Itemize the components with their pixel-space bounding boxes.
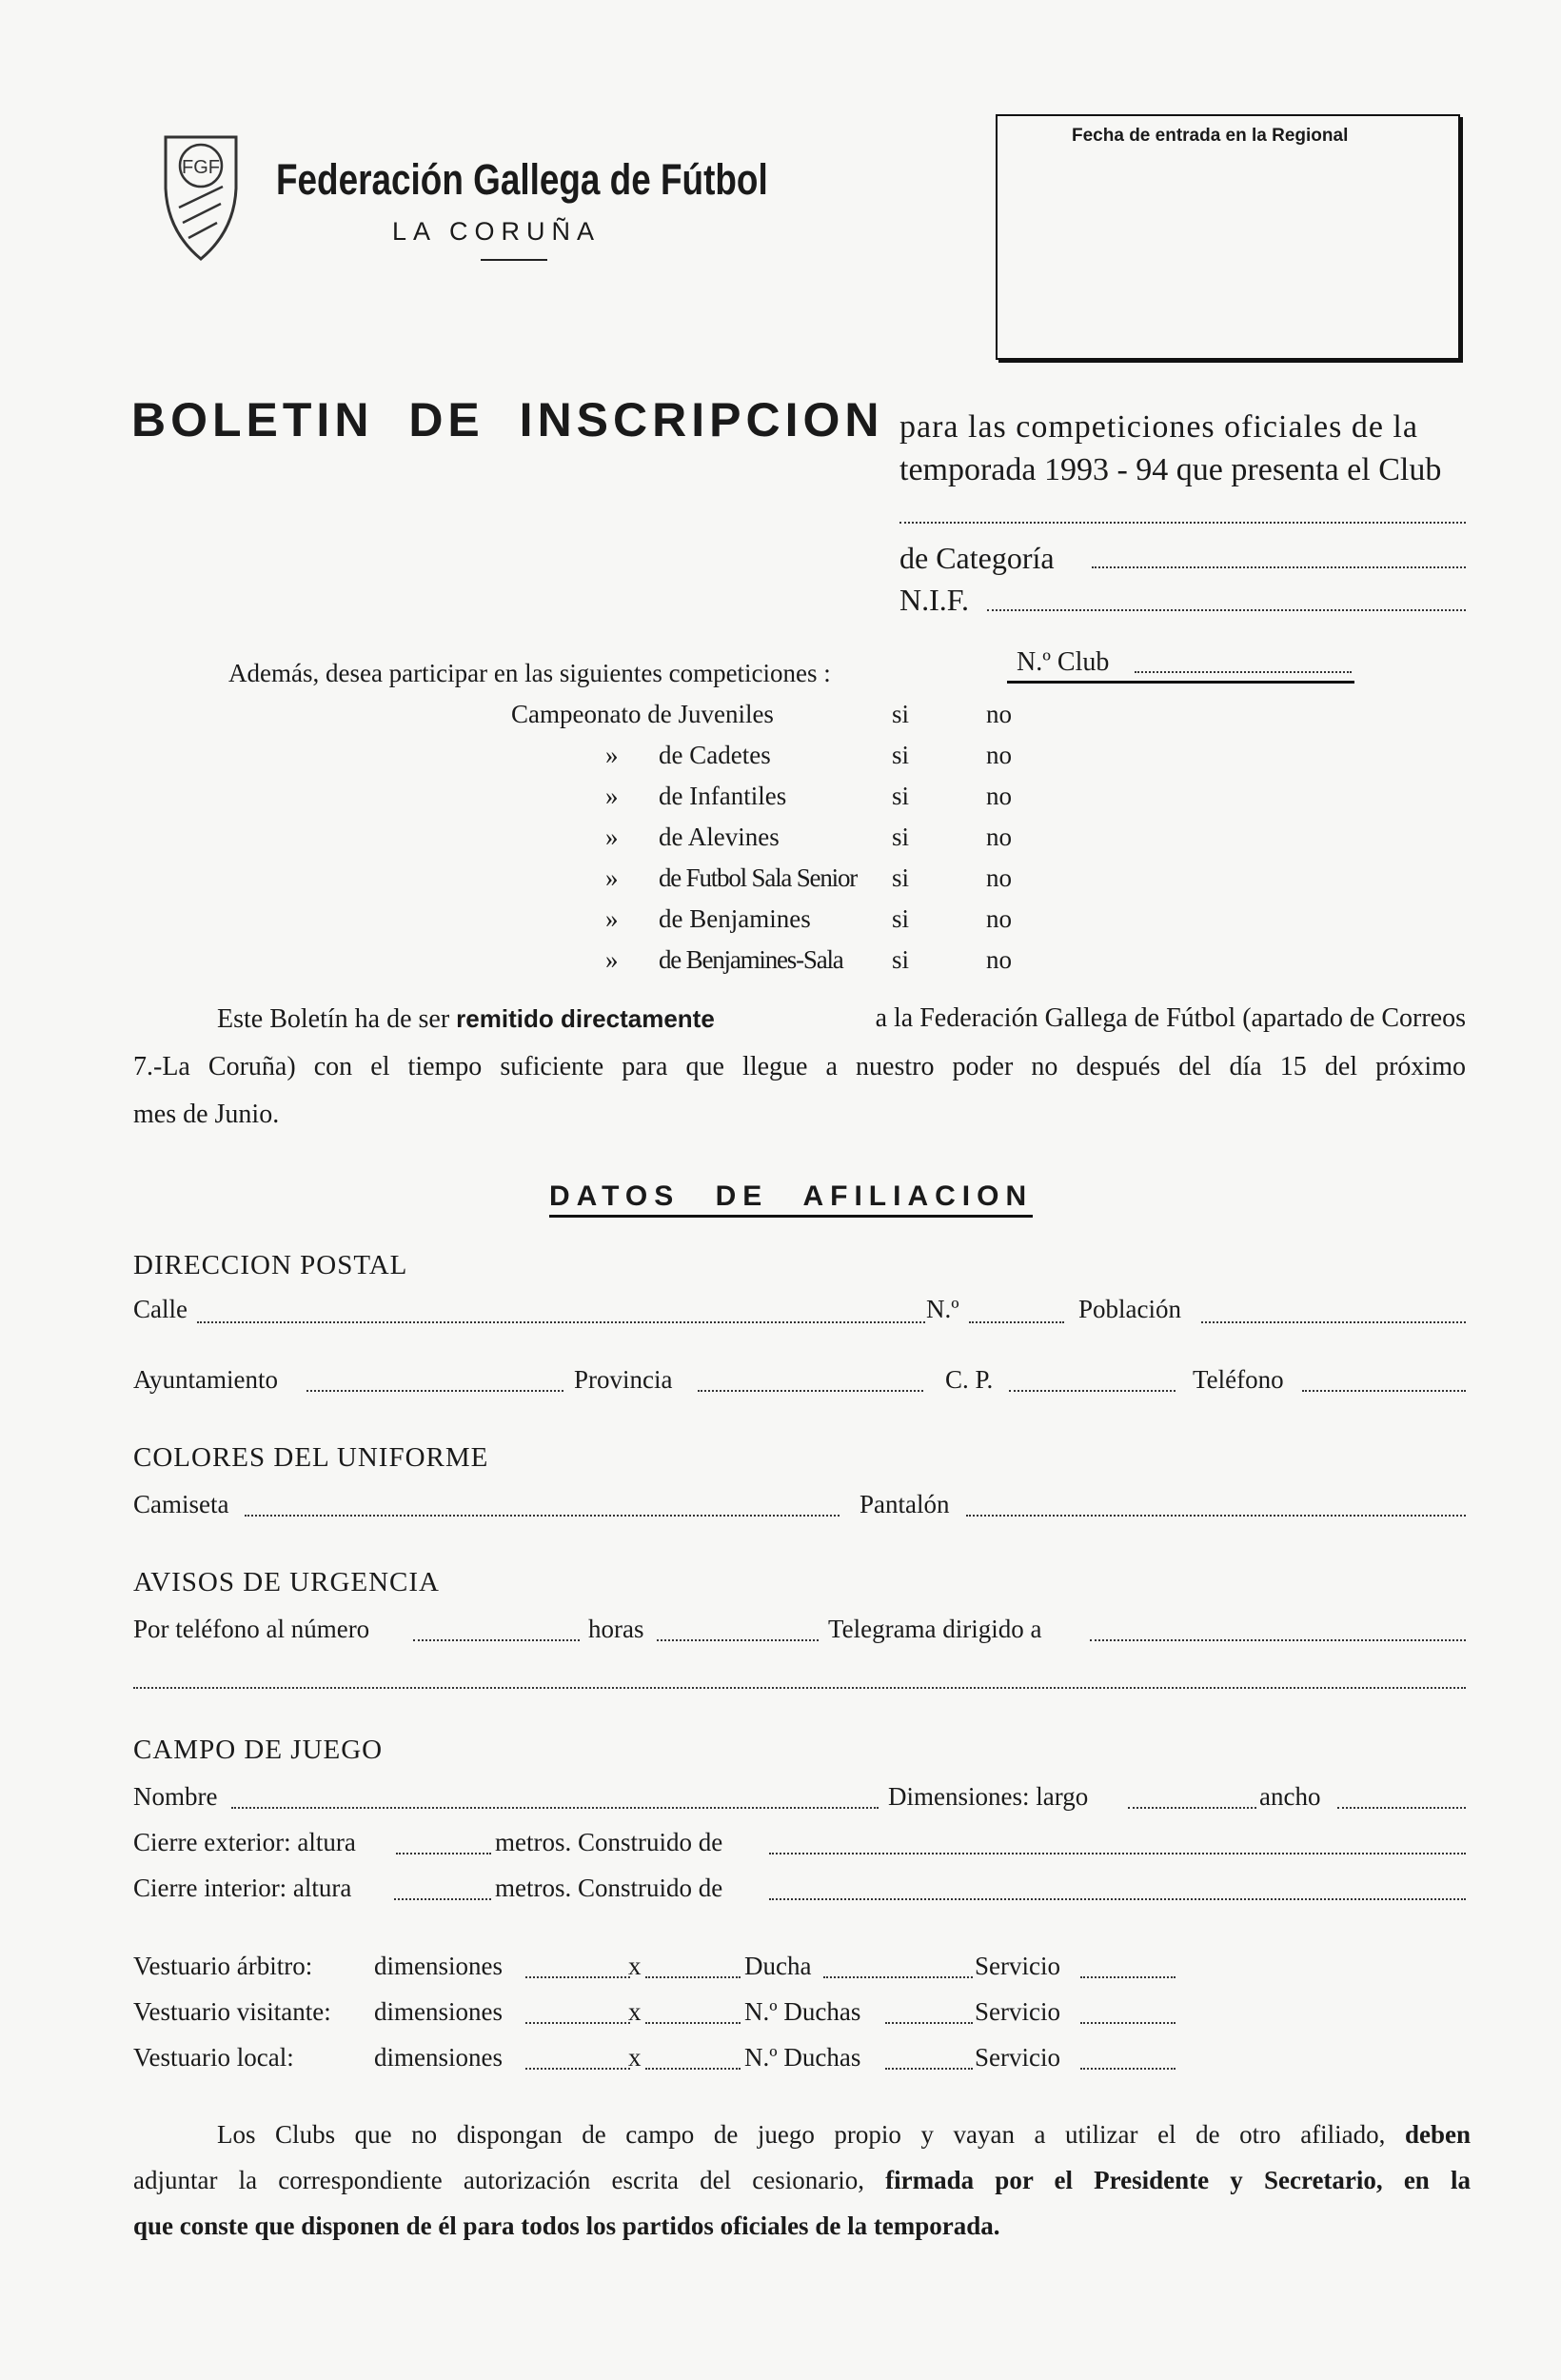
club-number-line[interactable] xyxy=(1135,671,1352,673)
vestuario-label: Vestuario visitante: xyxy=(133,1997,331,2026)
nombre-line[interactable] xyxy=(231,1807,879,1809)
competition-name: Campeonato de Juveniles xyxy=(511,700,774,728)
cierre-ext-construido-line[interactable] xyxy=(769,1853,1466,1854)
footer-line-1: Los Clubs que no dispongan de campo de juego propio y vayan a utilizar el de otro afiliado, xyxy=(217,2120,1386,2149)
ayuntamiento-line[interactable] xyxy=(306,1390,563,1392)
calle-line[interactable] xyxy=(197,1321,925,1323)
competition-no-option[interactable]: no xyxy=(986,823,1012,851)
avisos-extra-line[interactable] xyxy=(133,1687,1466,1689)
form-title: BOLETIN DE INSCRIPCION xyxy=(131,393,884,446)
competition-yes-option[interactable]: si xyxy=(892,823,910,851)
campo-heading: CAMPO DE JUEGO xyxy=(133,1735,384,1765)
competition-name: de Futbol Sala Senior xyxy=(659,863,858,892)
competition-yes-option[interactable]: si xyxy=(892,945,910,974)
dimensiones-label: Dimensiones: largo xyxy=(888,1782,1089,1811)
notice-line-2: 7.-La Coruña) con el tiempo suficiente para que llegue a nuestro poder no después del día 15 del próximo xyxy=(133,1052,1466,1081)
poblacion-line[interactable] xyxy=(1201,1321,1466,1323)
competition-no-option[interactable]: no xyxy=(986,863,1012,892)
club-number-underline xyxy=(1007,681,1354,684)
largo-line[interactable] xyxy=(1128,1807,1256,1809)
competition-name: de Benjamines xyxy=(659,904,811,933)
vestuario-mid-label: N.º Duchas xyxy=(744,1997,861,2026)
competition-prefix: » xyxy=(605,863,619,892)
entry-date-box xyxy=(996,114,1460,360)
vestuario-servicio-line[interactable] xyxy=(1080,2022,1176,2024)
vestuario-mid-label: N.º Duchas xyxy=(744,2043,861,2072)
federation-name: Federación Gallega de Fútbol xyxy=(276,155,768,204)
competition-yes-option[interactable]: si xyxy=(892,863,910,892)
cierre-ext-metros-label: metros. Construido de xyxy=(495,1828,723,1856)
vestuario-dimensiones-label: dimensiones xyxy=(374,2043,503,2072)
competition-no-option[interactable]: no xyxy=(986,945,1012,974)
competition-prefix: » xyxy=(605,904,619,933)
avisos-heading: AVISOS DE URGENCIA xyxy=(133,1567,440,1597)
provincia-label: Provincia xyxy=(574,1365,673,1394)
notice-text-1: Este Boletín ha de ser xyxy=(217,1004,450,1034)
vestuario-x-label: x xyxy=(628,2043,642,2072)
postal-heading: DIRECCION POSTAL xyxy=(133,1250,408,1280)
svg-text:FGF: FGF xyxy=(182,157,220,178)
federation-logo-shield-icon xyxy=(160,131,242,265)
vestuario-dim-b-line[interactable] xyxy=(645,2022,741,2024)
telegrama-label: Telegrama dirigido a xyxy=(828,1615,1042,1643)
horas-line[interactable] xyxy=(657,1639,819,1641)
competition-name: de Cadetes xyxy=(659,741,771,769)
cierre-int-construido-line[interactable] xyxy=(769,1898,1466,1900)
ancho-label: ancho xyxy=(1259,1782,1321,1811)
vestuario-label: Vestuario local: xyxy=(133,2043,294,2072)
cp-label: C. P. xyxy=(945,1365,994,1394)
numero-line[interactable] xyxy=(969,1321,1064,1323)
competition-no-option[interactable]: no xyxy=(986,904,1012,933)
cierre-ext-label: Cierre exterior: altura xyxy=(133,1828,356,1856)
camiseta-line[interactable] xyxy=(245,1515,840,1517)
competition-no-option[interactable]: no xyxy=(986,782,1012,810)
club-name-line[interactable] xyxy=(899,522,1466,524)
telefono-line[interactable] xyxy=(1302,1390,1466,1392)
competition-yes-option[interactable]: si xyxy=(892,741,910,769)
entry-date-label: Fecha de entrada en la Regional xyxy=(1072,126,1349,146)
telegrama-line[interactable] xyxy=(1090,1639,1466,1641)
horas-label: horas xyxy=(588,1615,644,1643)
ancho-line[interactable] xyxy=(1337,1807,1466,1809)
vestuario-label: Vestuario árbitro: xyxy=(133,1952,313,1980)
vestuario-servicio-line[interactable] xyxy=(1080,2068,1176,2070)
nombre-label: Nombre xyxy=(133,1782,218,1811)
notice-text-2: a la Federación Gallega de Fútbol (apartado de Correos xyxy=(875,1003,1466,1033)
ayuntamiento-label: Ayuntamiento xyxy=(133,1365,278,1394)
footer-line-2-bold: firmada por el Presidente y Secretario, en la xyxy=(885,2166,1471,2194)
vestuario-mid-line[interactable] xyxy=(885,2022,973,2024)
competition-prefix: » xyxy=(605,945,619,974)
vestuario-dim-b-line[interactable] xyxy=(645,2068,741,2070)
vestuario-mid-line[interactable] xyxy=(823,1976,973,1978)
calle-label: Calle xyxy=(133,1295,188,1323)
vestuario-servicio-label: Servicio xyxy=(975,1952,1060,1980)
nif-line[interactable] xyxy=(987,609,1466,611)
vestuario-servicio-label: Servicio xyxy=(975,1997,1060,2026)
cierre-int-metros-label: metros. Construido de xyxy=(495,1874,723,1902)
footer-paragraph xyxy=(133,2112,1471,2249)
vestuario-dim-a-line[interactable] xyxy=(525,2022,630,2024)
notice-paragraph xyxy=(133,995,1466,1139)
avisos-telefono-line[interactable] xyxy=(413,1639,580,1641)
competition-name: de Alevines xyxy=(659,823,780,851)
vestuario-dimensiones-label: dimensiones xyxy=(374,1952,503,1980)
uniforme-heading: COLORES DEL UNIFORME xyxy=(133,1442,489,1473)
vestuario-mid-line[interactable] xyxy=(885,2068,973,2070)
notice-line-3: mes de Junio. xyxy=(133,1100,280,1129)
footer-line-2: adjuntar la correspondiente autorización escrita del cesionario, xyxy=(133,2166,864,2194)
vestuario-servicio-line[interactable] xyxy=(1080,1976,1176,1978)
calle-row xyxy=(133,1295,188,1324)
city-underline xyxy=(481,259,547,261)
vestuario-servicio-label: Servicio xyxy=(975,2043,1060,2072)
avisos-telefono-label: Por teléfono al número xyxy=(133,1615,370,1643)
competition-yes-option[interactable]: si xyxy=(892,782,910,810)
vestuario-dim-b-line[interactable] xyxy=(645,1976,741,1978)
vestuario-x-label: x xyxy=(628,1952,642,1980)
competition-yes-option[interactable]: si xyxy=(892,904,910,933)
competition-name: de Benjamines-Sala xyxy=(659,945,843,974)
afiliacion-title: DATOS DE AFILIACION xyxy=(549,1180,1033,1218)
pantalon-label: Pantalón xyxy=(860,1490,950,1518)
footer-line-1-bold: deben xyxy=(1404,2120,1471,2149)
vestuario-dim-a-line[interactable] xyxy=(525,1976,630,1978)
numero-label: N.º xyxy=(926,1295,959,1323)
footer-line-3: que conste que disponen de él para todos los partidos oficiales de la temporada. xyxy=(133,2211,1000,2240)
competition-prefix: » xyxy=(605,782,619,810)
poblacion-label: Población xyxy=(1078,1295,1181,1323)
telefono-label: Teléfono xyxy=(1193,1365,1284,1394)
cierre-int-altura-line[interactable] xyxy=(394,1898,491,1900)
competition-no-option[interactable]: no xyxy=(986,741,1012,769)
competitions-intro: Además, desea participar en las siguientes competiciones : xyxy=(228,659,831,687)
intro-line-1: para las competiciones oficiales de la xyxy=(899,409,1418,445)
categoria-label: de Categoría xyxy=(899,541,1055,575)
categoria-line[interactable] xyxy=(1092,566,1466,568)
vestuario-dim-a-line[interactable] xyxy=(525,2068,630,2070)
provincia-line[interactable] xyxy=(698,1390,923,1392)
competition-prefix: » xyxy=(605,823,619,851)
cierre-int-label: Cierre interior: altura xyxy=(133,1874,352,1902)
intro-line-2: temporada 1993 - 94 que presenta el Club xyxy=(899,452,1442,487)
cierre-ext-altura-line[interactable] xyxy=(396,1853,491,1854)
competition-name: de Infantiles xyxy=(659,782,787,810)
competition-prefix: » xyxy=(605,741,619,769)
camiseta-label: Camiseta xyxy=(133,1490,229,1518)
competition-yes-option[interactable]: si xyxy=(892,700,910,728)
vestuario-x-label: x xyxy=(628,1997,642,2026)
cp-line[interactable] xyxy=(1009,1390,1176,1392)
vestuario-dimensiones-label: dimensiones xyxy=(374,1997,503,2026)
nif-label: N.I.F. xyxy=(899,583,969,617)
club-number-label: N.º Club xyxy=(1017,647,1110,677)
pantalon-line[interactable] xyxy=(966,1515,1466,1517)
notice-bold: remitido directamente xyxy=(456,1004,715,1033)
competition-no-option[interactable]: no xyxy=(986,700,1012,728)
federation-city: LA CORUÑA xyxy=(392,217,602,246)
vestuario-mid-label: Ducha xyxy=(744,1952,812,1980)
